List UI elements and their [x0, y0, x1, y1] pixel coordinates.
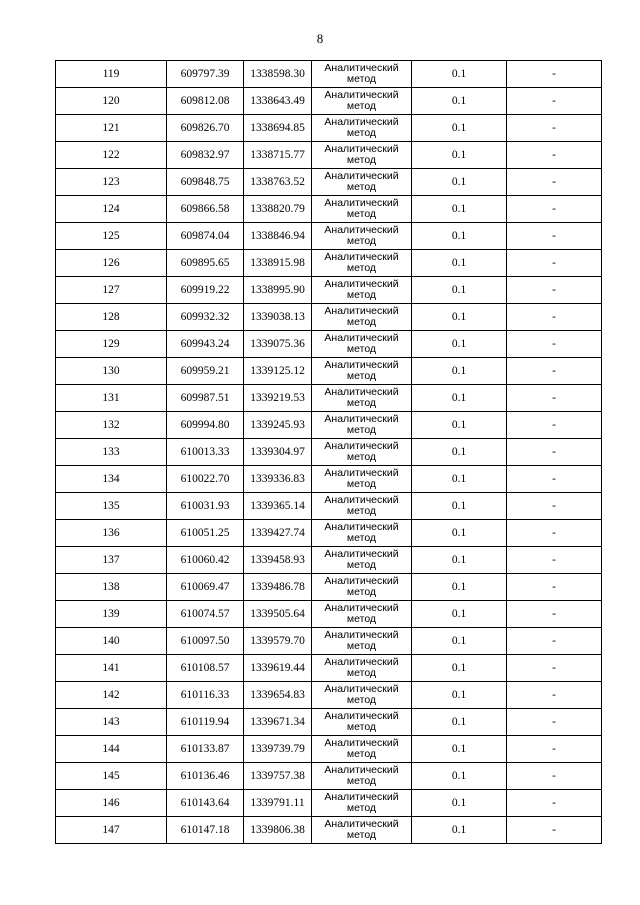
note-cell: -: [507, 223, 602, 250]
y-coordinate-cell: 1339739.79: [244, 736, 312, 763]
x-coordinate-cell: 609832.97: [167, 142, 244, 169]
point-number-cell: 137: [56, 547, 167, 574]
accuracy-cell: 0.1: [412, 763, 507, 790]
y-coordinate-cell: 1339654.83: [244, 682, 312, 709]
note-cell: -: [507, 763, 602, 790]
method-cell: [312, 547, 412, 574]
x-coordinate-cell: 610060.42: [167, 547, 244, 574]
method-line-1: Аналитический: [324, 737, 399, 749]
accuracy-cell: 0.1: [412, 601, 507, 628]
y-coordinate-cell: 1339365.14: [244, 493, 312, 520]
method-cell: [312, 601, 412, 628]
x-coordinate-cell: 609959.21: [167, 358, 244, 385]
point-number-cell: 146: [56, 790, 167, 817]
method-cell: [312, 331, 412, 358]
point-number-cell: 122: [56, 142, 167, 169]
y-coordinate-cell: 1339757.38: [244, 763, 312, 790]
accuracy-cell: 0.1: [412, 61, 507, 88]
y-coordinate-cell: 1339125.12: [244, 358, 312, 385]
method-cell: [312, 358, 412, 385]
method-line-1: Аналитический: [324, 764, 399, 776]
method-cell: [312, 763, 412, 790]
point-number-cell: 139: [56, 601, 167, 628]
table-body: [56, 61, 602, 844]
method-line-2: метод: [346, 208, 377, 220]
point-number-cell: 127: [56, 277, 167, 304]
x-coordinate-cell: 610133.87: [167, 736, 244, 763]
method-line-1: Аналитический: [324, 359, 399, 371]
x-coordinate-cell: 609943.24: [167, 331, 244, 358]
point-number-cell: 121: [56, 115, 167, 142]
x-coordinate-cell: 609866.58: [167, 196, 244, 223]
x-coordinate-cell: 610031.93: [167, 493, 244, 520]
y-coordinate-cell: 1339619.44: [244, 655, 312, 682]
x-coordinate-cell: 609848.75: [167, 169, 244, 196]
y-coordinate-cell: 1338694.85: [244, 115, 312, 142]
method-line-1: Аналитический: [324, 89, 399, 101]
accuracy-cell: 0.1: [412, 547, 507, 574]
method-cell: [312, 115, 412, 142]
coordinates-table: [55, 60, 602, 844]
table-row: [56, 790, 602, 817]
method-line-1: Аналитический: [324, 224, 399, 236]
accuracy-cell: 0.1: [412, 196, 507, 223]
method-line-2: метод: [346, 316, 377, 328]
method-line-2: метод: [346, 748, 377, 760]
point-number-cell: 132: [56, 412, 167, 439]
method-line-2: метод: [346, 721, 377, 733]
point-number-cell: 140: [56, 628, 167, 655]
point-number-cell: 119: [56, 61, 167, 88]
method-line-1: Аналитический: [324, 467, 399, 479]
note-cell: -: [507, 547, 602, 574]
accuracy-cell: 0.1: [412, 574, 507, 601]
accuracy-cell: 0.1: [412, 142, 507, 169]
note-cell: -: [507, 61, 602, 88]
method-cell: [312, 682, 412, 709]
method-line-2: метод: [346, 127, 377, 139]
x-coordinate-cell: 610116.33: [167, 682, 244, 709]
table-row: [56, 763, 602, 790]
note-cell: -: [507, 304, 602, 331]
method-line-1: Аналитический: [324, 656, 399, 668]
table-row: [56, 574, 602, 601]
x-coordinate-cell: 609932.32: [167, 304, 244, 331]
y-coordinate-cell: 1338846.94: [244, 223, 312, 250]
method-line-2: метод: [346, 532, 377, 544]
accuracy-cell: 0.1: [412, 439, 507, 466]
method-line-1: Аналитический: [324, 602, 399, 614]
x-coordinate-cell: 610051.25: [167, 520, 244, 547]
method-line-1: Аналитический: [324, 521, 399, 533]
method-cell: [312, 304, 412, 331]
y-coordinate-cell: 1339336.83: [244, 466, 312, 493]
table-row: [56, 385, 602, 412]
method-line-2: метод: [346, 667, 377, 679]
method-cell: [312, 439, 412, 466]
y-coordinate-cell: 1339579.70: [244, 628, 312, 655]
table-row: [56, 358, 602, 385]
point-number-cell: 126: [56, 250, 167, 277]
note-cell: -: [507, 520, 602, 547]
method-line-2: метод: [346, 505, 377, 517]
method-line-2: метод: [346, 640, 377, 652]
point-number-cell: 130: [56, 358, 167, 385]
x-coordinate-cell: 609812.08: [167, 88, 244, 115]
y-coordinate-cell: 1339245.93: [244, 412, 312, 439]
method-cell: [312, 520, 412, 547]
point-number-cell: 145: [56, 763, 167, 790]
y-coordinate-cell: 1338995.90: [244, 277, 312, 304]
method-cell: [312, 223, 412, 250]
y-coordinate-cell: 1339791.11: [244, 790, 312, 817]
x-coordinate-cell: 610119.94: [167, 709, 244, 736]
accuracy-cell: 0.1: [412, 520, 507, 547]
x-coordinate-cell: 610136.46: [167, 763, 244, 790]
table-row: [56, 601, 602, 628]
method-line-1: Аналитический: [324, 386, 399, 398]
point-number-cell: 141: [56, 655, 167, 682]
x-coordinate-cell: 609994.80: [167, 412, 244, 439]
table-row: [56, 682, 602, 709]
method-cell: [312, 88, 412, 115]
method-line-1: Аналитический: [324, 197, 399, 209]
note-cell: -: [507, 250, 602, 277]
method-line-2: метод: [346, 343, 377, 355]
table-row: [56, 223, 602, 250]
method-cell: [312, 655, 412, 682]
y-coordinate-cell: 1338820.79: [244, 196, 312, 223]
method-line-2: метод: [346, 289, 377, 301]
point-number-cell: 144: [56, 736, 167, 763]
y-coordinate-cell: 1339075.36: [244, 331, 312, 358]
method-line-1: Аналитический: [324, 575, 399, 587]
note-cell: -: [507, 736, 602, 763]
x-coordinate-cell: 609826.70: [167, 115, 244, 142]
note-cell: -: [507, 493, 602, 520]
note-cell: -: [507, 358, 602, 385]
method-line-1: Аналитический: [324, 548, 399, 560]
x-coordinate-cell: 610013.33: [167, 439, 244, 466]
accuracy-cell: 0.1: [412, 385, 507, 412]
method-cell: [312, 493, 412, 520]
method-cell: [312, 790, 412, 817]
note-cell: -: [507, 574, 602, 601]
accuracy-cell: 0.1: [412, 250, 507, 277]
method-line-1: Аналитический: [324, 413, 399, 425]
accuracy-cell: 0.1: [412, 709, 507, 736]
table-row: [56, 439, 602, 466]
accuracy-cell: 0.1: [412, 358, 507, 385]
y-coordinate-cell: 1338915.98: [244, 250, 312, 277]
x-coordinate-cell: 609919.22: [167, 277, 244, 304]
method-line-2: метод: [346, 829, 377, 841]
note-cell: -: [507, 412, 602, 439]
point-number-cell: 134: [56, 466, 167, 493]
accuracy-cell: 0.1: [412, 277, 507, 304]
y-coordinate-cell: 1338643.49: [244, 88, 312, 115]
method-line-1: Аналитический: [324, 62, 399, 74]
point-number-cell: 143: [56, 709, 167, 736]
accuracy-cell: 0.1: [412, 169, 507, 196]
table-row: [56, 736, 602, 763]
table-row: [56, 61, 602, 88]
method-line-2: метод: [346, 775, 377, 787]
method-line-2: метод: [346, 154, 377, 166]
accuracy-cell: 0.1: [412, 466, 507, 493]
note-cell: -: [507, 331, 602, 358]
point-number-cell: 136: [56, 520, 167, 547]
method-line-1: Аналитический: [324, 494, 399, 506]
method-line-1: Аналитический: [324, 251, 399, 263]
point-number-cell: 133: [56, 439, 167, 466]
method-line-1: Аналитический: [324, 710, 399, 722]
accuracy-cell: 0.1: [412, 223, 507, 250]
note-cell: -: [507, 142, 602, 169]
method-line-2: метод: [346, 181, 377, 193]
x-coordinate-cell: 609797.39: [167, 61, 244, 88]
point-number-cell: 131: [56, 385, 167, 412]
method-cell: [312, 817, 412, 844]
accuracy-cell: 0.1: [412, 304, 507, 331]
table-row: [56, 493, 602, 520]
table-row: [56, 547, 602, 574]
method-line-2: метод: [346, 694, 377, 706]
method-line-1: Аналитический: [324, 170, 399, 182]
accuracy-cell: 0.1: [412, 628, 507, 655]
table-row: [56, 277, 602, 304]
y-coordinate-cell: 1338715.77: [244, 142, 312, 169]
table-row: [56, 331, 602, 358]
method-cell: [312, 412, 412, 439]
point-number-cell: 125: [56, 223, 167, 250]
x-coordinate-cell: 610147.18: [167, 817, 244, 844]
point-number-cell: 135: [56, 493, 167, 520]
method-line-2: метод: [346, 451, 377, 463]
method-line-2: метод: [346, 100, 377, 112]
accuracy-cell: 0.1: [412, 790, 507, 817]
table-row: [56, 709, 602, 736]
table-row: [56, 628, 602, 655]
y-coordinate-cell: 1339806.38: [244, 817, 312, 844]
accuracy-cell: 0.1: [412, 817, 507, 844]
method-line-1: Аналитический: [324, 791, 399, 803]
method-line-1: Аналитический: [324, 332, 399, 344]
x-coordinate-cell: 609874.04: [167, 223, 244, 250]
method-line-2: метод: [346, 559, 377, 571]
point-number-cell: 124: [56, 196, 167, 223]
method-line-1: Аналитический: [324, 818, 399, 830]
accuracy-cell: 0.1: [412, 88, 507, 115]
x-coordinate-cell: 610108.57: [167, 655, 244, 682]
x-coordinate-cell: 610097.50: [167, 628, 244, 655]
table-row: [56, 115, 602, 142]
accuracy-cell: 0.1: [412, 736, 507, 763]
table-row: [56, 88, 602, 115]
method-line-2: метод: [346, 73, 377, 85]
x-coordinate-cell: 609895.65: [167, 250, 244, 277]
note-cell: -: [507, 682, 602, 709]
method-line-1: Аналитический: [324, 116, 399, 128]
method-cell: [312, 250, 412, 277]
note-cell: -: [507, 385, 602, 412]
note-cell: -: [507, 466, 602, 493]
method-cell: [312, 61, 412, 88]
point-number-cell: 128: [56, 304, 167, 331]
point-number-cell: 142: [56, 682, 167, 709]
note-cell: -: [507, 439, 602, 466]
method-line-2: метод: [346, 802, 377, 814]
method-line-1: Аналитический: [324, 305, 399, 317]
accuracy-cell: 0.1: [412, 331, 507, 358]
accuracy-cell: 0.1: [412, 655, 507, 682]
table-row: [56, 250, 602, 277]
table-row: [56, 304, 602, 331]
note-cell: -: [507, 817, 602, 844]
note-cell: -: [507, 115, 602, 142]
table-row: [56, 412, 602, 439]
accuracy-cell: 0.1: [412, 493, 507, 520]
method-cell: [312, 466, 412, 493]
y-coordinate-cell: 1339458.93: [244, 547, 312, 574]
method-cell: [312, 277, 412, 304]
table-row: [56, 169, 602, 196]
method-cell: [312, 628, 412, 655]
method-line-1: Аналитический: [324, 278, 399, 290]
y-coordinate-cell: 1339486.78: [244, 574, 312, 601]
point-number-cell: 123: [56, 169, 167, 196]
x-coordinate-cell: 609987.51: [167, 385, 244, 412]
note-cell: -: [507, 277, 602, 304]
x-coordinate-cell: 610069.47: [167, 574, 244, 601]
y-coordinate-cell: 1339427.74: [244, 520, 312, 547]
note-cell: -: [507, 628, 602, 655]
method-cell: [312, 709, 412, 736]
method-cell: [312, 196, 412, 223]
y-coordinate-cell: 1338598.30: [244, 61, 312, 88]
table-row: [56, 142, 602, 169]
y-coordinate-cell: 1338763.52: [244, 169, 312, 196]
method-line-1: Аналитический: [324, 143, 399, 155]
accuracy-cell: 0.1: [412, 115, 507, 142]
y-coordinate-cell: 1339505.64: [244, 601, 312, 628]
x-coordinate-cell: 610022.70: [167, 466, 244, 493]
point-number-cell: 138: [56, 574, 167, 601]
x-coordinate-cell: 610074.57: [167, 601, 244, 628]
y-coordinate-cell: 1339219.53: [244, 385, 312, 412]
table-row: [56, 520, 602, 547]
y-coordinate-cell: 1339304.97: [244, 439, 312, 466]
table-row: [56, 817, 602, 844]
y-coordinate-cell: 1339671.34: [244, 709, 312, 736]
method-line-2: метод: [346, 235, 377, 247]
method-line-2: метод: [346, 370, 377, 382]
point-number-cell: 120: [56, 88, 167, 115]
method-line-1: Аналитический: [324, 683, 399, 695]
accuracy-cell: 0.1: [412, 682, 507, 709]
note-cell: -: [507, 169, 602, 196]
method-line-2: метод: [346, 397, 377, 409]
page-number: 8: [316, 31, 324, 46]
y-coordinate-cell: 1339038.13: [244, 304, 312, 331]
note-cell: -: [507, 601, 602, 628]
accuracy-cell: 0.1: [412, 412, 507, 439]
table-row: [56, 466, 602, 493]
table-row: [56, 196, 602, 223]
x-coordinate-cell: 610143.64: [167, 790, 244, 817]
note-cell: -: [507, 88, 602, 115]
method-cell: [312, 736, 412, 763]
method-line-2: метод: [346, 478, 377, 490]
point-number-cell: 147: [56, 817, 167, 844]
method-line-2: метод: [346, 613, 377, 625]
method-line-1: Аналитический: [324, 440, 399, 452]
note-cell: -: [507, 196, 602, 223]
table-row: [56, 655, 602, 682]
method-cell: [312, 574, 412, 601]
method-line-2: метод: [346, 586, 377, 598]
method-cell: [312, 169, 412, 196]
note-cell: -: [507, 790, 602, 817]
method-cell: [312, 385, 412, 412]
note-cell: -: [507, 655, 602, 682]
point-number-cell: 129: [56, 331, 167, 358]
method-line-2: метод: [346, 424, 377, 436]
method-line-1: Аналитический: [324, 629, 399, 641]
note-cell: -: [507, 709, 602, 736]
method-cell: [312, 142, 412, 169]
method-line-2: метод: [346, 262, 377, 274]
